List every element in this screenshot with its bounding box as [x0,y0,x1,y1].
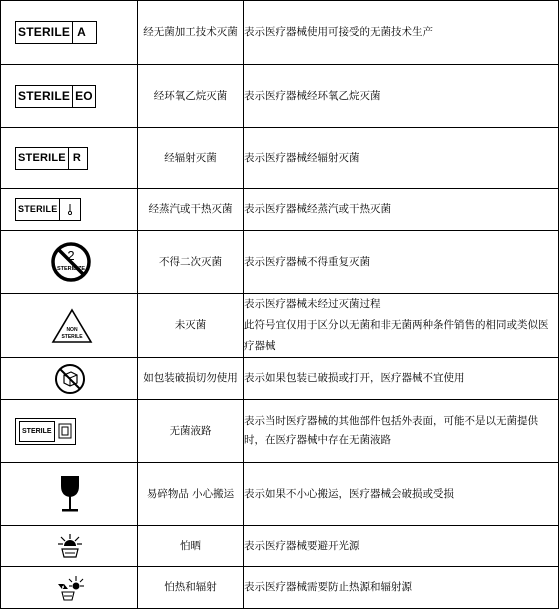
row-name: 怕晒 [138,526,244,567]
table-row [1,189,559,231]
row-description: 表示医疗器械要避开光源 [244,526,559,567]
row-name: 如包装破损切勿使用 [138,358,244,400]
row-description: 表示如果不小心搬运，医疗器械会破损或受损 [244,463,559,526]
non-sterile-icon [51,308,93,344]
sterile-eo-icon: STERILE EO [15,85,96,108]
row-description: 表示医疗器械经蒸汽或干热灭菌 [244,189,559,231]
row-name: 不得二次灭菌 [138,231,244,294]
row-description: 表示如果包装已破损或打开，医疗器械不宜使用 [244,358,559,400]
damaged-package-icon [53,362,87,396]
row-name: 经蒸汽或干热灭菌 [138,189,244,231]
svg-text:2: 2 [67,248,75,263]
table-row [1,358,559,400]
keep-away-sunlight-icon [56,533,84,559]
row-description: 表示医疗器械经环氧乙烷灭菌 [244,65,559,128]
svg-text:STERILIZE: STERILIZE [56,266,86,272]
fragile-icon [59,474,81,514]
row-description: 表示医疗器械经辐射灭菌 [244,128,559,189]
table-row [1,567,559,609]
table-row [1,294,559,358]
row-description: 表示医疗器械使用可接受的无菌技术生产 [244,1,559,65]
sterile-fluid-path-icon: STERILE [15,418,76,445]
sterile-steam-icon: STERILE [15,198,81,221]
table-row [1,1,559,65]
row-description: 表示医疗器械未经过灭菌过程 此符号宜仅用于区分以无菌和非无菌两种条件销售的相同或类似医疗器械 [244,294,559,358]
table-row [1,400,559,463]
row-name: 未灭菌 [138,294,244,358]
svg-text:NON: NON [66,326,78,333]
table-row [1,65,559,128]
row-name: 无菌液路 [138,400,244,463]
row-description: 表示医疗器械不得重复灭菌 [244,231,559,294]
sterile-r-icon: STERILE R [15,147,88,170]
table-row [1,128,559,189]
table-row [1,463,559,526]
row-description: 表示当时医疗器械的其他部件包括外表面，可能不是以无菌提供时，在医疗器械中存在无菌液路 [244,400,559,463]
row-name: 易碎物品 小心搬运 [138,463,244,526]
sterile-a-icon: STERILE A [15,21,97,44]
table-row [1,526,559,567]
table-row [1,231,559,294]
row-name: 怕热和辐射 [138,567,244,609]
svg-text:STERILE: STERILE [61,333,83,340]
row-name: 经辐射灭菌 [138,128,244,189]
protect-heat-radiation-icon [56,575,86,601]
row-name: 经无菌加工技术灭菌 [138,1,244,65]
row-description: 表示医疗器械需要防止热源和辐射源 [244,567,559,609]
do-not-resterilize-icon [49,240,93,284]
row-name: 经环氧乙烷灭菌 [138,65,244,128]
steam-symbol-icon [67,204,73,215]
